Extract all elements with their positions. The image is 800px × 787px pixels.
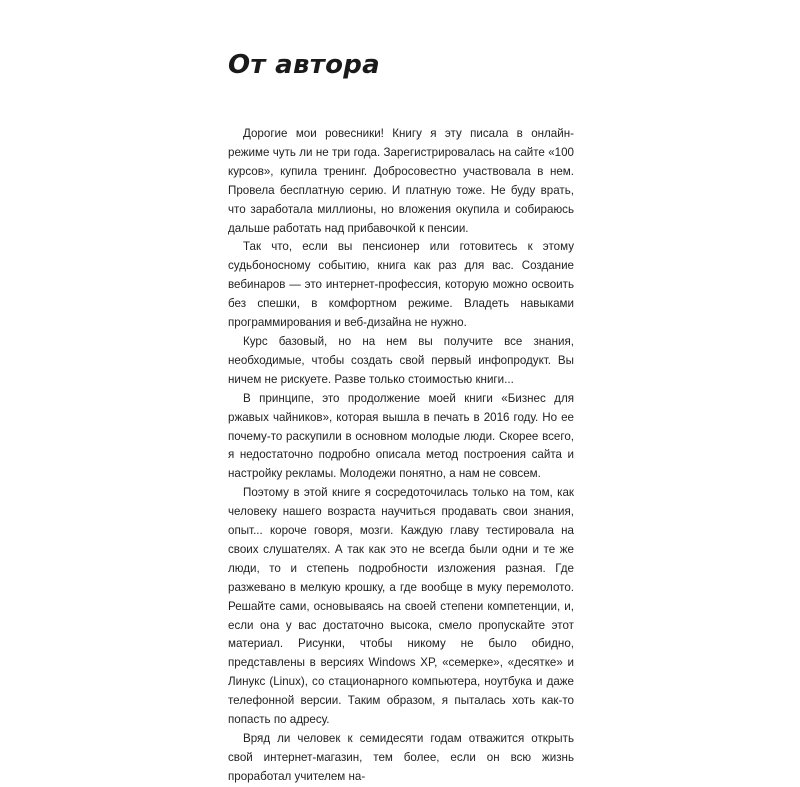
paragraph: Поэтому в этой книге я сосредоточилась только на том, как человеку нашего возраста научиться продавать свои знания, опыт... короче говоря, мозги. Каждую главу тестировала на своих слушателях. А так как это не всегда были одни и те же люди, то и степень подробности изложения разная. Где разжевано в мелкую крошку, а где вообще в муку перемолото. Решайте сами, основываясь на своей степени компетенции, и, если она у вас достаточно высока, смело пропускайте этот материал. Рисунки, чтобы никому не было обидно, представлены в версиях Windows XP, «семерке», «десятке» и Линукс (Linux), со стационарного компьютера, ноутбука и даже телефонной версии. Таким образом, я пыталась хоть как-то попасть по адресу. bbox=[228, 486, 574, 727]
paragraph: Вряд ли человек к семидесяти годам отважится открыть свой интернет-магазин, тем более, если он всю жизнь проработал учителем на- bbox=[228, 732, 574, 783]
page-title: От автора bbox=[228, 50, 381, 80]
paragraph: В принципе, это продолжение моей книги «Бизнес для ржавых чайников», которая вышла в печать в 2016 году. Но ее почему-то раскупили в основном молодые люди. Скорее всего, я недостаточно подробно описала метод построения сайта и настройку рекламы. Молодежи понятно, а нам не совсем. bbox=[228, 391, 574, 481]
paragraph: Так что, если вы пенсионер или готовитесь к этому судьбоносному событию, книга как раз для вас. Создание вебинаров — это интернет-профессия, которую можно освоить без спешки, в комфортном режиме. Владеть навыками программирования и веб-дизайна не нужно. bbox=[228, 240, 574, 330]
paragraph: Курс базовый, но на нем вы получите все знания, необходимые, чтобы создать свой первый инфопродукт. Вы ничем не рискуете. Разве только стоимостью книги... bbox=[228, 334, 574, 386]
body-text bbox=[228, 125, 574, 787]
paragraph: Дорогие мои ровесники! Книгу я эту писала в онлайн-режиме чуть ли не три года. Зарегистрировалась на сайте «100 курсов», купила тренинг. Добросовестно участвовала в нем. Провела бесплатную серию. И платную тоже. Не буду врать, что заработала миллионы, но вложения окупила и собираюсь дальше работать над прибавочкой к пенсии. bbox=[228, 127, 574, 235]
